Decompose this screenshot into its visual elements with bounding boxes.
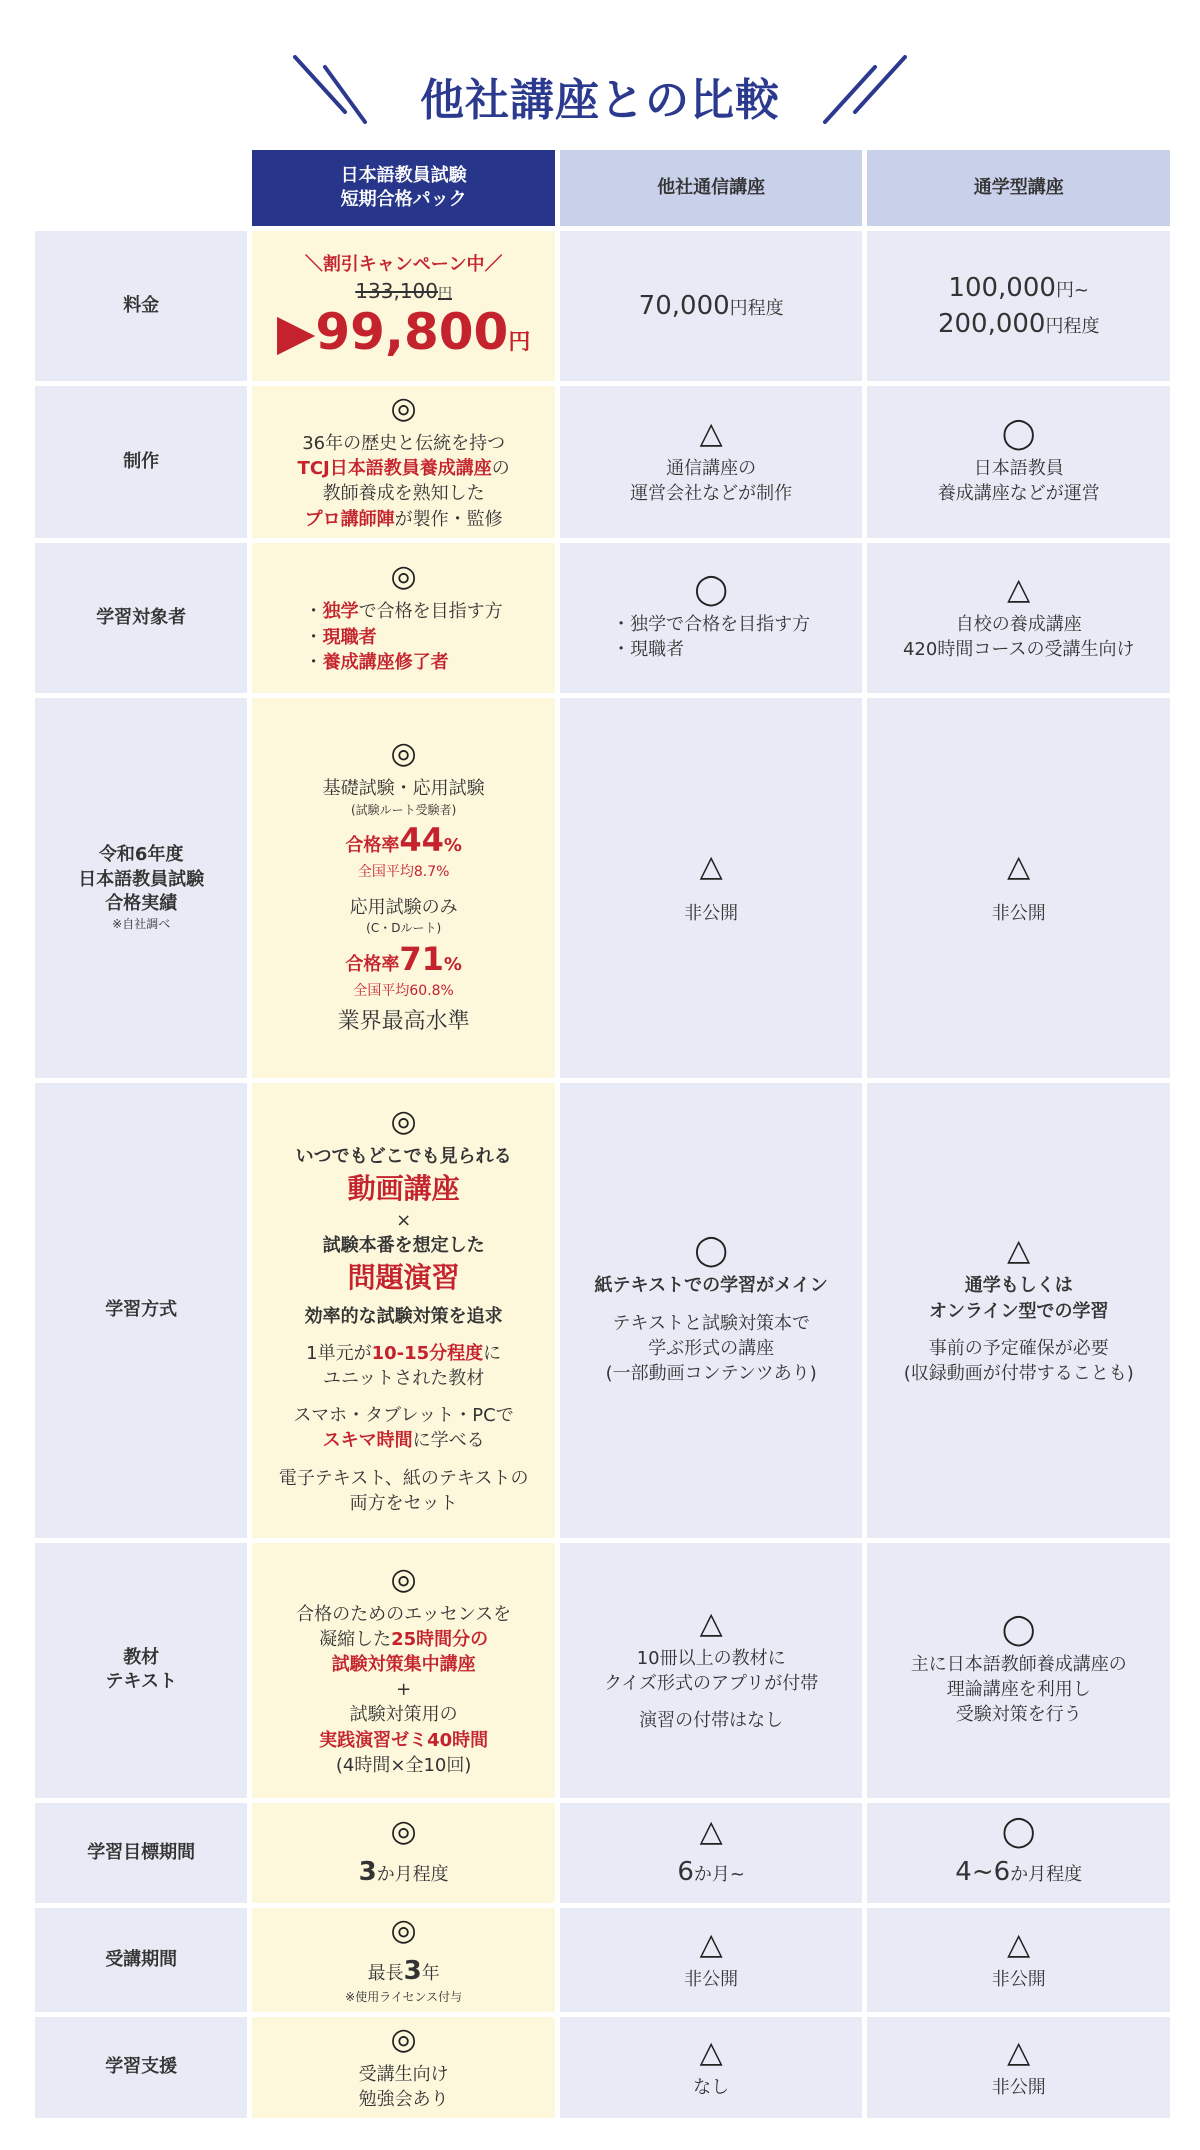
label-results: 令和6年度 日本語教員試験 合格実績 ※自社調べ xyxy=(35,698,247,1078)
method-other2: △ 通学もしくは オンライン型での学習 事前の予定確保が必要 (収録動画が付帯することも) xyxy=(867,1083,1170,1538)
support-other1: △ なし xyxy=(560,2017,863,2118)
double-circle-icon: ◎ xyxy=(390,559,417,595)
old-price: 133,100円 xyxy=(355,279,452,304)
label-support: 学習支援 xyxy=(35,2017,247,2118)
triangle-icon: △ xyxy=(699,2034,723,2070)
double-circle-icon: ◎ xyxy=(390,1814,417,1850)
row-target xyxy=(35,543,1170,693)
period-other2: ◯ 4~6か月程度 xyxy=(867,1803,1170,1903)
materials-other1: △ 10冊以上の教材に クイズ形式のアプリが付帯 演習の付帯はなし xyxy=(560,1543,863,1798)
circle-icon: ◯ xyxy=(1001,1814,1036,1850)
results-other1: △ 非公開 xyxy=(560,698,863,1078)
row-support xyxy=(35,2017,1170,2118)
double-circle-icon: ◎ xyxy=(390,391,417,426)
double-circle-icon: ◎ xyxy=(390,736,417,772)
target-other2: △ 自校の養成講座 420時間コースの受講生向け xyxy=(867,543,1170,693)
title-decoration-right xyxy=(805,52,915,132)
row-period xyxy=(35,1803,1170,1903)
access-ours: ◎ 最長3年 ※使用ライセンス付与 xyxy=(252,1908,555,2012)
double-circle-icon: ◎ xyxy=(390,2021,417,2057)
materials-ours: ◎ 合格のためのエッセンスを 凝縮した25時間分の 試験対策集中講座 + 試験対策用の 実践演習ゼミ40時間 (4時間×全10回) xyxy=(252,1543,555,1798)
circle-icon: ◯ xyxy=(1001,1611,1036,1647)
price-other1: 70,000円程度 xyxy=(560,231,863,381)
label-method: 学習方式 xyxy=(35,1083,247,1538)
header-ours-line1: 日本語教員試験 xyxy=(340,164,467,186)
label-access: 受講期間 xyxy=(35,1908,247,2012)
campaign-banner: ＼割引キャンペーン中／ xyxy=(304,253,503,275)
support-ours: ◎ 受講生向け 勉強会あり xyxy=(252,2017,555,2118)
row-production xyxy=(35,386,1170,538)
row-materials xyxy=(35,1543,1170,1798)
triangle-icon: △ xyxy=(699,416,723,452)
production-ours: ◎ 36年の歴史と伝統を持つ TCJ日本語教員養成講座の 教師養成を熟知した プロ講師陣が製作・監修 xyxy=(252,386,555,538)
method-ours: ◎ いつでもどこでも見られる 動画講座 × 試験本番を想定した 問題演習 効率的な試験対策を追求 1単元が10-15分程度に ユニットされた教材 スマホ・タブレット・PCで スキマ時間に学べる 電子テキスト、紙のテキストの 両方をセット xyxy=(252,1083,555,1538)
new-price: ▶99,800円 xyxy=(276,303,531,362)
results-other2: △ 非公開 xyxy=(867,698,1170,1078)
triangle-icon: △ xyxy=(1007,1233,1031,1269)
double-circle-icon: ◎ xyxy=(390,1561,417,1597)
double-circle-icon: ◎ xyxy=(390,1912,417,1948)
triangle-icon: △ xyxy=(699,1814,723,1850)
header-row xyxy=(35,150,1170,226)
triangle-icon: △ xyxy=(1007,572,1031,608)
double-circle-icon: ◎ xyxy=(390,1103,417,1139)
triangle-icon: △ xyxy=(699,1605,723,1641)
row-access xyxy=(35,1908,1170,2012)
production-other1: △ 通信講座の 運営会社などが制作 xyxy=(560,386,863,538)
access-other2: △ 非公開 xyxy=(867,1908,1170,2012)
header-ours-line2: 短期合格パック xyxy=(340,189,467,210)
method-other1: ◯ 紙テキストでの学習がメイン テキストと試験対策本で 学ぶ形式の講座 (一部動画コンテンツあり) xyxy=(560,1083,863,1538)
label-production: 制作 xyxy=(35,386,247,538)
results-ours: ◎ 基礎試験・応用試験 (試験ルート受験者) 合格率44% 全国平均8.7% 応用試験のみ (C・Dルート) 合格率71% 全国平均60.8% 業界最高水準 xyxy=(252,698,555,1078)
row-price xyxy=(35,231,1170,381)
circle-icon: ◯ xyxy=(694,572,728,608)
price-ours xyxy=(252,231,555,381)
triangle-icon: △ xyxy=(699,848,723,884)
circle-icon: ◯ xyxy=(1001,416,1036,452)
access-other1: △ 非公開 xyxy=(560,1908,863,2012)
target-other1: ◯ ・独学で合格を目指す方 ・現職者 xyxy=(560,543,863,693)
label-period: 学習目標期間 xyxy=(35,1803,247,1903)
row-method xyxy=(35,1083,1170,1538)
page-title: 他社講座との比較 xyxy=(420,75,780,126)
target-ours: ◎ ・独学で合格を目指す方 ・現職者 ・養成講座修了者 xyxy=(252,543,555,693)
label-price: 料金 xyxy=(35,231,247,381)
price-other2: 100,000円~ 200,000円程度 xyxy=(867,231,1170,381)
header-other-correspondence: 他社通信講座 xyxy=(560,150,863,226)
period-ours: ◎ 3か月程度 xyxy=(252,1803,555,1903)
production-other2: ◯ 日本語教員 養成講座などが運営 xyxy=(867,386,1170,538)
title-area xyxy=(0,52,1200,142)
triangle-icon: △ xyxy=(1007,848,1031,884)
period-other1: △ 6か月~ xyxy=(560,1803,863,1903)
triangle-icon: △ xyxy=(1007,2034,1031,2070)
label-materials: 教材 テキスト xyxy=(35,1543,247,1798)
circle-icon: ◯ xyxy=(694,1233,728,1269)
triangle-icon: △ xyxy=(699,1926,723,1962)
comparison-table xyxy=(30,145,1175,2123)
header-other-school: 通学型講座 xyxy=(867,150,1170,226)
row-results xyxy=(35,698,1170,1078)
triangle-icon: △ xyxy=(1007,1926,1031,1962)
header-blank xyxy=(35,150,247,226)
header-ours xyxy=(252,150,555,226)
support-other2: △ 非公開 xyxy=(867,2017,1170,2118)
materials-other2: ◯ 主に日本語教師養成講座の 理論講座を利用し 受験対策を行う xyxy=(867,1543,1170,1798)
label-target: 学習対象者 xyxy=(35,543,247,693)
